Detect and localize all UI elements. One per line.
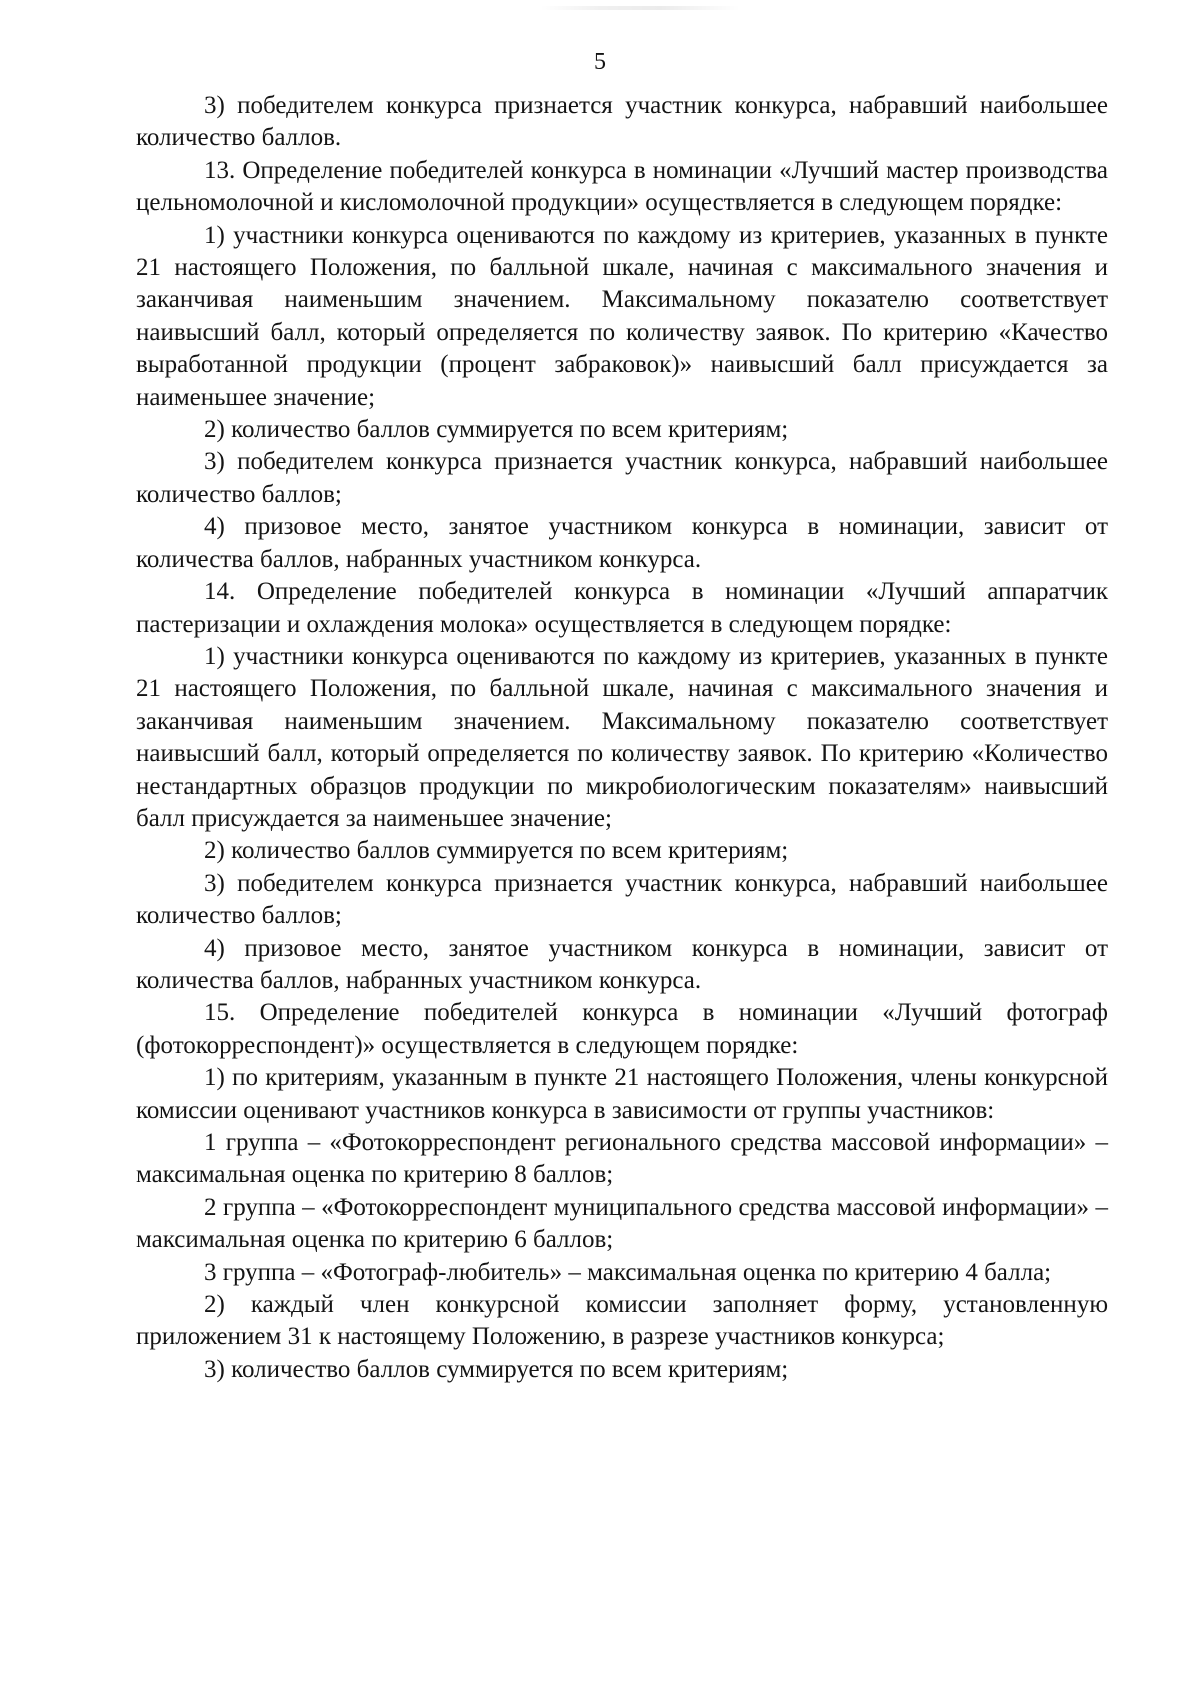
paragraph: 4) призовое место, занятое участником конкурса в номинации, зависит от количества баллов, набранных участником конкурса.: [136, 513, 1108, 573]
paragraph: 2 группа – «Фотокорреспондент муниципального средства массовой информации» – максимальная оценка по критерию 6 баллов;: [136, 1193, 1108, 1254]
paragraph: 13. Определение победителей конкурса в номинации «Лучший мастер производства цельномолочной и кисломолочной продукции» осуществляется в следующем порядке:: [136, 156, 1108, 217]
paragraph: 1) по критериям, указанным в пункте 21 настоящего Положения, члены конкурсной комиссии оценивают участников конкурса в зависимости от группы участников:: [136, 1064, 1108, 1124]
paragraph: 3) победителем конкурса признается участник конкурса, набравший наибольшее количество баллов;: [136, 448, 1108, 508]
paragraph: 14. Определение победителей конкурса в номинации «Лучший аппаратчик пастеризации и охлаждения молока» осуществляется в следующем порядке:: [136, 578, 1108, 638]
paragraph: 2) количество баллов суммируется по всем критериям;: [204, 837, 789, 865]
paragraph: 3) количество баллов суммируется по всем критериям;: [204, 1355, 789, 1383]
paragraph: 3 группа – «Фотограф-любитель» – максимальная оценка по критерию 4 балла;: [204, 1258, 1052, 1286]
paragraph: 2) количество баллов суммируется по всем критериям;: [204, 416, 789, 444]
paragraph: 3) победителем конкурса признается участник конкурса, набравший наибольшее количество баллов;: [136, 869, 1108, 930]
document-body: [136, 90, 1108, 1386]
page-number: 5: [594, 49, 606, 75]
paragraph: 2) каждый член конкурсной комиссии заполняет форму, установленную приложением 31 к настоящему Положению, в разрезе участников конкурса;: [136, 1291, 1108, 1351]
paragraph: 1) участники конкурса оцениваются по каждому из критериев, указанных в пункте 21 настоящего Положения, по балльной шкале, начиная с максимального значения и заканчивая наименьшим значением. Максимальному показателю соответствует наивысший балл, который определяется по количеству заявок. По критерию «Количество нестандартных образцов продукции по микробиологическим показателям» наивысший балл присуждается за наименьшее значение;: [136, 642, 1108, 832]
paragraph: 1) участники конкурса оцениваются по каждому из критериев, указанных в пункте 21 настоящего Положения, по балльной шкале, начиная с максимального значения и заканчивая наименьшим значением. Максимальному показателю соответствует наивысший балл, который определяется по количеству заявок. По критерию «Качество выработанной продукции (процент забраковок)» наивысший балл присуждается за наименьшее значение;: [136, 221, 1108, 411]
paragraph: 15. Определение победителей конкурса в номинации «Лучший фотограф (фотокорреспондент)» осуществляется в следующем порядке:: [136, 999, 1108, 1059]
paragraph: 1 группа – «Фотокорреспондент регионального средства массовой информации» – максимальная оценка по критерию 8 баллов;: [136, 1129, 1108, 1189]
paragraph: 4) призовое место, занятое участником конкурса в номинации, зависит от количества баллов, набранных участником конкурса.: [136, 934, 1108, 994]
paragraph: 3) победителем конкурса признается участник конкурса, набравший наибольшее количество баллов.: [136, 92, 1108, 152]
scan-artifact: [540, 6, 740, 10]
